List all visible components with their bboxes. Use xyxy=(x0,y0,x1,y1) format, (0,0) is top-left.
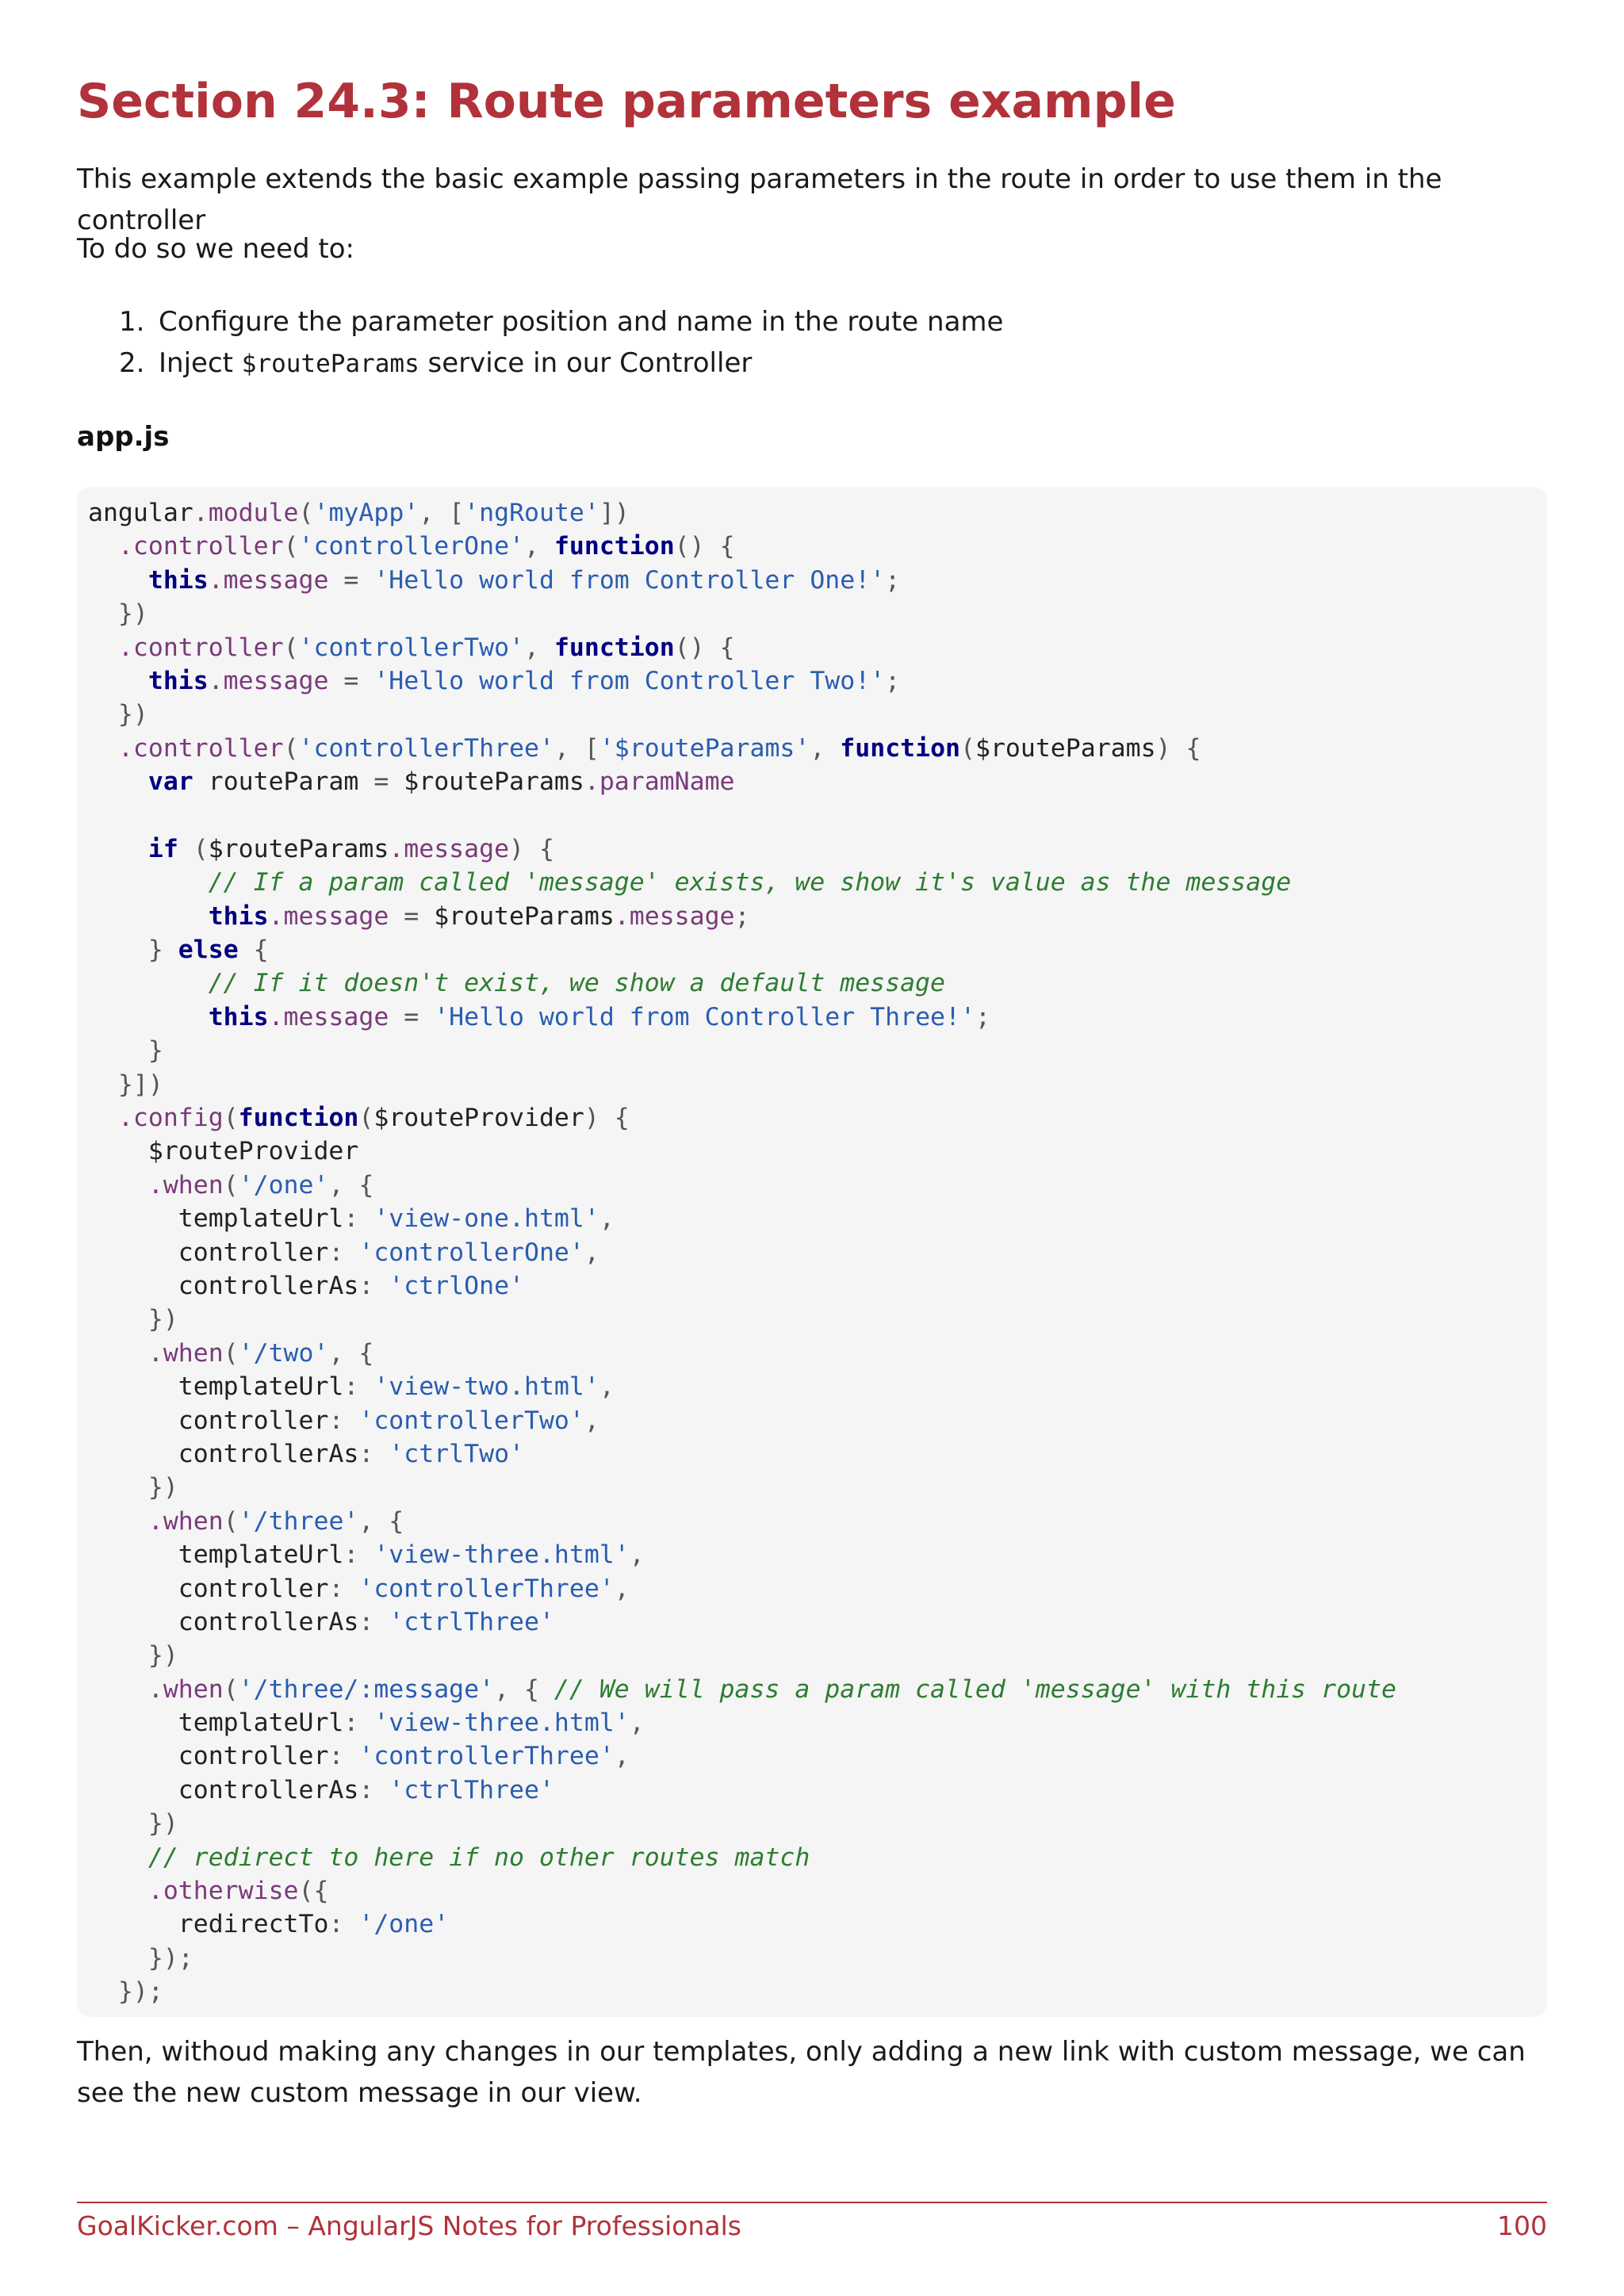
code-punctuation: ( xyxy=(960,733,975,763)
code-punctuation: : xyxy=(358,1607,389,1636)
code-token: $routeProvider xyxy=(88,1137,359,1166)
code-punctuation: }) xyxy=(88,1305,178,1334)
code-punctuation: } xyxy=(88,1036,163,1066)
code-line xyxy=(88,1034,1547,1067)
code-punctuation: }); xyxy=(88,1943,193,1973)
code-punctuation: { xyxy=(238,936,269,965)
code-punctuation: : xyxy=(343,1204,374,1234)
code-line xyxy=(88,765,1547,798)
code-token xyxy=(88,1339,148,1368)
code-punctuation: : xyxy=(328,1574,359,1603)
code-punctuation: , xyxy=(524,633,554,662)
code-punctuation: , xyxy=(599,1372,615,1402)
code-line xyxy=(88,1673,1547,1706)
code-property: .controller xyxy=(117,733,284,763)
code-token: $routeParams xyxy=(404,767,584,797)
code-punctuation: : xyxy=(328,1910,359,1939)
code-comment: // If a param called 'message' exists, we show it's value as the message xyxy=(208,868,1292,897)
code-punctuation: , xyxy=(614,1574,630,1603)
inline-code: $routeParams xyxy=(241,350,419,378)
code-punctuation: () { xyxy=(674,633,735,662)
code-punctuation: }) xyxy=(88,1473,178,1502)
code-punctuation: : xyxy=(358,1439,389,1468)
code-property: .otherwise xyxy=(147,1877,299,1906)
code-string: 'controllerThree' xyxy=(358,1742,615,1771)
code-punctuation: , xyxy=(599,1204,615,1234)
code-token: controller xyxy=(88,1574,329,1603)
code-punctuation: }) xyxy=(88,1641,178,1670)
footer-text: GoalKicker.com – AngularJS Notes for Professionals xyxy=(77,2210,741,2241)
code-line xyxy=(88,564,1547,597)
code-line xyxy=(88,1807,1547,1840)
code-punctuation: ( xyxy=(283,733,299,763)
code-property: .controller xyxy=(117,633,284,662)
code-punctuation: , xyxy=(810,733,841,763)
code-string: 'controllerThree' xyxy=(358,1574,615,1603)
code-string: '/one' xyxy=(238,1170,329,1200)
code-line xyxy=(88,1370,1547,1403)
code-line xyxy=(88,1169,1547,1202)
code-line xyxy=(88,1572,1547,1605)
code-line xyxy=(88,1471,1547,1504)
code-string: '/three/:message' xyxy=(238,1674,495,1704)
code-punctuation: : xyxy=(328,1406,359,1435)
code-line xyxy=(88,1269,1547,1303)
code-line xyxy=(88,1001,1547,1034)
code-punctuation: }) xyxy=(88,599,148,629)
code-line xyxy=(88,1202,1547,1235)
code-string: 'view-three.html' xyxy=(373,1540,630,1570)
code-punctuation: }); xyxy=(88,1977,163,2007)
code-punctuation: : xyxy=(358,1775,389,1804)
code-token: controller xyxy=(88,1742,329,1771)
code-punctuation: ( xyxy=(223,1338,239,1368)
page-number: 100 xyxy=(1497,2210,1547,2241)
code-punctuation: ( xyxy=(283,532,299,561)
code-punctuation: : xyxy=(328,1742,359,1771)
code-line xyxy=(88,832,1547,866)
code-punctuation: , { xyxy=(358,1506,404,1536)
code-property: .config xyxy=(117,1104,224,1133)
code-line xyxy=(88,1975,1547,2008)
code-property: .when xyxy=(147,1338,224,1368)
code-property: .message xyxy=(268,901,389,931)
code-string: 'controllerOne' xyxy=(298,532,525,561)
step-text: Inject xyxy=(159,347,242,379)
code-keyword: function xyxy=(840,733,961,763)
file-label: app.js xyxy=(77,421,170,453)
code-property: .message xyxy=(614,901,735,931)
code-string: '/one' xyxy=(358,1910,450,1939)
code-punctuation: , [ xyxy=(419,499,465,527)
code-line xyxy=(88,1908,1547,1941)
code-token xyxy=(88,1171,148,1200)
code-token xyxy=(88,767,148,796)
code-string: 'ctrlTwo' xyxy=(389,1439,524,1468)
code-line xyxy=(88,1538,1547,1571)
code-punctuation: ; xyxy=(975,1002,990,1031)
code-punctuation: ( xyxy=(178,834,209,863)
code-punctuation: ) { xyxy=(509,834,554,863)
step-number: 2. xyxy=(119,347,145,379)
code-line xyxy=(88,530,1547,563)
code-token: controllerAs xyxy=(88,1439,359,1468)
code-line xyxy=(88,1841,1547,1874)
step-text: Configure the parameter position and name in the route name xyxy=(159,306,1004,338)
code-string: '/three' xyxy=(238,1506,359,1536)
code-token: controllerAs xyxy=(88,1607,359,1636)
code-punctuation: , xyxy=(584,1238,599,1267)
code-line xyxy=(88,597,1547,630)
code-line xyxy=(88,1303,1547,1336)
code-line xyxy=(88,799,1547,832)
code-line xyxy=(88,933,1547,966)
code-token: $routeParams xyxy=(975,733,1156,763)
code-token: controller xyxy=(88,1406,329,1435)
code-token xyxy=(88,1675,148,1704)
code-token xyxy=(88,868,209,897)
code-punctuation: = xyxy=(328,565,374,595)
code-property: .paramName xyxy=(584,767,735,797)
code-token: $routeParams xyxy=(208,834,389,863)
code-token xyxy=(88,835,148,863)
code-token: controllerAs xyxy=(88,1271,359,1300)
code-token xyxy=(88,667,148,695)
code-token xyxy=(88,1003,209,1031)
code-string: 'myApp' xyxy=(313,499,419,527)
step-item xyxy=(119,342,1003,385)
code-punctuation: }) xyxy=(88,700,148,729)
code-line xyxy=(88,698,1547,731)
code-punctuation: : xyxy=(343,1372,374,1402)
code-property: .message xyxy=(268,1002,389,1031)
code-punctuation: }]) xyxy=(88,1070,163,1099)
code-line xyxy=(88,1337,1547,1370)
code-string: 'view-three.html' xyxy=(373,1709,630,1738)
code-line xyxy=(88,1874,1547,1908)
code-punctuation: , { xyxy=(494,1674,554,1704)
code-comment: // If it doesn't exist, we show a default message xyxy=(208,969,945,998)
code-punctuation: , xyxy=(629,1709,645,1738)
code-property: .module xyxy=(193,499,299,527)
code-punctuation: ]) xyxy=(599,499,630,527)
code-punctuation: ( xyxy=(223,1170,239,1200)
code-string: 'Hello world from Controller Three!' xyxy=(434,1002,975,1031)
code-keyword: function xyxy=(553,633,675,662)
code-string: 'controllerThree' xyxy=(298,733,554,763)
code-keyword: function xyxy=(238,1104,359,1133)
code-property: .message xyxy=(208,565,329,595)
code-property: .message xyxy=(208,666,329,695)
code-punctuation: ( xyxy=(223,1506,239,1536)
code-line xyxy=(88,1942,1547,1975)
code-punctuation: ; xyxy=(885,666,901,695)
code-line xyxy=(88,1437,1547,1471)
code-string: 'controllerOne' xyxy=(358,1238,584,1267)
code-punctuation: , xyxy=(584,1406,599,1435)
code-string: 'ctrlOne' xyxy=(389,1271,524,1300)
code-content xyxy=(77,487,1547,2009)
code-punctuation: : xyxy=(358,1271,389,1300)
code-punctuation: } xyxy=(88,936,178,965)
code-punctuation: ( xyxy=(283,633,299,662)
code-punctuation: = xyxy=(373,767,404,797)
code-comment: // redirect to here if no other routes match xyxy=(147,1843,810,1872)
code-token xyxy=(88,1104,118,1132)
code-token xyxy=(88,633,118,662)
code-punctuation: , xyxy=(614,1742,630,1771)
code-token xyxy=(88,1843,148,1872)
code-punctuation: : xyxy=(328,1238,359,1267)
code-keyword: this xyxy=(147,565,209,595)
code-punctuation: ; xyxy=(734,901,750,931)
code-punctuation: ( xyxy=(223,1674,239,1704)
code-line xyxy=(88,1236,1547,1269)
code-punctuation: , { xyxy=(328,1338,374,1368)
code-property: .message xyxy=(389,834,510,863)
code-string: 'ctrlThree' xyxy=(389,1607,554,1636)
code-string: 'controllerTwo' xyxy=(298,633,525,662)
code-token xyxy=(88,969,209,997)
code-line xyxy=(88,1404,1547,1437)
code-property: .when xyxy=(147,1506,224,1536)
code-comment: // We will pass a param called 'message' with this route xyxy=(553,1674,1396,1704)
code-string: 'view-two.html' xyxy=(373,1372,599,1402)
code-token: redirectTo xyxy=(88,1910,329,1939)
code-punctuation: ) { xyxy=(584,1104,630,1133)
code-punctuation: , xyxy=(629,1540,645,1570)
code-keyword: this xyxy=(147,666,209,695)
code-token xyxy=(88,734,118,763)
code-line xyxy=(88,664,1547,698)
code-keyword: this xyxy=(208,901,269,931)
code-punctuation: () { xyxy=(674,532,735,561)
code-line xyxy=(88,866,1547,899)
code-string: 'ctrlThree' xyxy=(389,1775,554,1804)
code-punctuation: ; xyxy=(885,565,901,595)
code-punctuation: ( xyxy=(298,499,314,527)
code-punctuation: = xyxy=(328,666,374,695)
code-keyword: var xyxy=(147,767,193,797)
code-punctuation: , [ xyxy=(553,733,599,763)
code-punctuation: , xyxy=(524,532,554,561)
code-line xyxy=(88,1101,1547,1135)
code-line xyxy=(88,900,1547,933)
step-text-after: service in our Controller xyxy=(419,347,753,379)
code-string: 'ngRoute' xyxy=(464,499,599,527)
code-keyword: if xyxy=(147,834,178,863)
section-title: Section 24.3: Route parameters example xyxy=(77,74,1176,129)
code-keyword: else xyxy=(178,936,239,965)
code-punctuation: , { xyxy=(328,1170,374,1200)
code-token xyxy=(88,902,209,931)
code-punctuation: ) { xyxy=(1155,733,1201,763)
code-string: '/two' xyxy=(238,1338,329,1368)
code-token xyxy=(88,532,118,561)
code-keyword: this xyxy=(208,1002,269,1031)
code-punctuation: = xyxy=(389,901,435,931)
code-token: templateUrl xyxy=(88,1204,344,1234)
step-item xyxy=(119,301,1003,342)
code-punctuation: = xyxy=(389,1002,435,1031)
code-token: templateUrl xyxy=(88,1372,344,1402)
code-punctuation: : xyxy=(343,1540,374,1570)
code-line xyxy=(88,1774,1547,1807)
code-punctuation: ( xyxy=(223,1104,239,1133)
code-line xyxy=(88,631,1547,664)
code-line xyxy=(88,1135,1547,1168)
code-string: 'Hello world from Controller Two!' xyxy=(373,666,886,695)
steps-list xyxy=(119,301,1003,385)
code-token: $routeProvider xyxy=(373,1104,584,1133)
step-number: 1. xyxy=(119,306,145,338)
code-property: .when xyxy=(147,1674,224,1704)
code-string: '$routeParams' xyxy=(599,733,810,763)
code-token xyxy=(88,566,148,595)
code-token: templateUrl xyxy=(88,1540,344,1570)
code-line xyxy=(88,966,1547,1000)
code-token: angular xyxy=(88,499,193,527)
code-line xyxy=(88,1639,1547,1672)
code-line xyxy=(88,1068,1547,1101)
code-token: templateUrl xyxy=(88,1709,344,1738)
code-token: routeParam xyxy=(193,767,374,797)
code-line xyxy=(88,1605,1547,1639)
code-block xyxy=(77,487,1547,2017)
code-token xyxy=(88,1877,148,1905)
footer-rule xyxy=(77,2202,1547,2203)
code-line xyxy=(88,496,1547,530)
code-keyword: function xyxy=(553,532,675,561)
code-line xyxy=(88,1706,1547,1739)
code-property: .controller xyxy=(117,532,284,561)
code-punctuation: }) xyxy=(88,1809,178,1839)
code-line xyxy=(88,732,1547,765)
code-token: controller xyxy=(88,1238,329,1267)
code-token: $routeParams xyxy=(434,901,615,931)
code-line xyxy=(88,1739,1547,1773)
code-token xyxy=(88,1507,148,1536)
code-string: 'view-one.html' xyxy=(373,1204,599,1234)
code-property: .when xyxy=(147,1170,224,1200)
intro-paragraph: This example extends the basic example passing parameters in the route in order to use them in the controller xyxy=(77,163,1442,236)
to-do-paragraph: To do so we need to: xyxy=(77,233,355,265)
code-string: 'Hello world from Controller One!' xyxy=(373,565,886,595)
code-punctuation: ( xyxy=(358,1104,374,1133)
code-punctuation: : xyxy=(343,1709,374,1738)
code-line xyxy=(88,1505,1547,1538)
code-string: 'controllerTwo' xyxy=(358,1406,584,1435)
code-token: controllerAs xyxy=(88,1775,359,1804)
outro-paragraph: Then, withoud making any changes in our templates, only adding a new link with custom message, we can see the new custom message in our view. xyxy=(77,2036,1526,2109)
code-punctuation: ({ xyxy=(298,1877,329,1906)
